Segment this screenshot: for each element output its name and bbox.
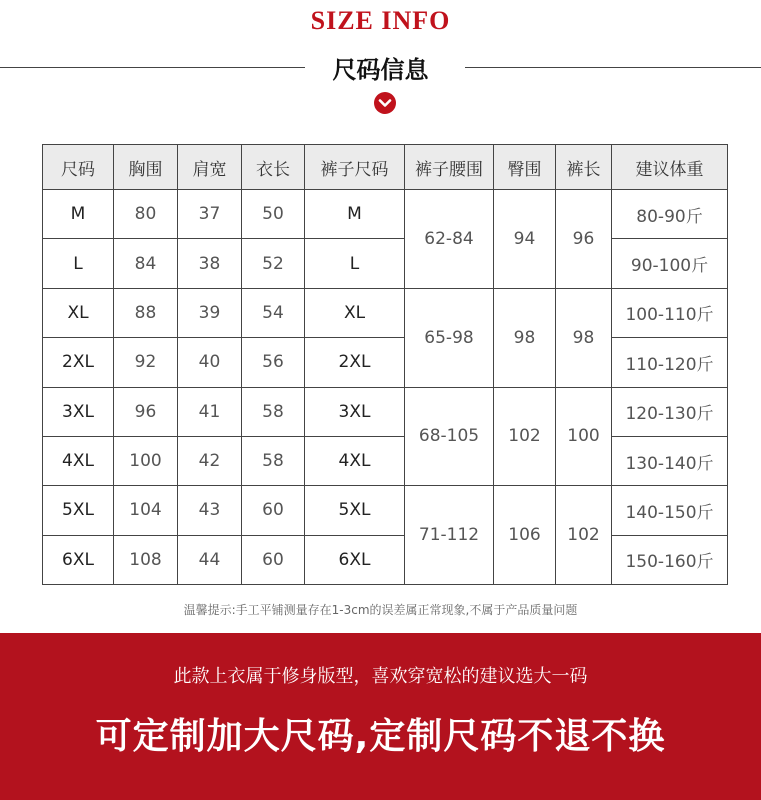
cell-hip: 102	[494, 387, 556, 486]
cell-pants-size: 3XL	[305, 387, 405, 436]
cell-waist: 71-112	[405, 486, 494, 585]
header-size: 尺码	[43, 145, 114, 190]
title-english: SIZE INFO	[310, 6, 451, 35]
cell-shoulder: 44	[178, 535, 242, 584]
measurement-note: 温馨提示:手工平铺测量存在1-3cm的误差属正常现象,不属于产品质量问题	[183, 603, 578, 617]
cell-pants-length: 96	[556, 190, 612, 289]
cell-chest: 96	[114, 387, 178, 436]
header-chest: 胸围	[114, 145, 178, 190]
table-row	[43, 338, 728, 387]
cell-size: 2XL	[43, 338, 114, 387]
cell-weight: 110-120斤	[612, 338, 728, 387]
header-length: 衣长	[242, 145, 305, 190]
cell-chest: 100	[114, 436, 178, 485]
cell-weight: 80-90斤	[612, 190, 728, 239]
cell-length: 58	[242, 436, 305, 485]
cell-size: M	[43, 190, 114, 239]
cell-waist: 68-105	[405, 387, 494, 486]
cell-length: 58	[242, 387, 305, 436]
cell-length: 52	[242, 239, 305, 288]
table-row	[43, 535, 728, 584]
cell-pants-size: XL	[305, 288, 405, 337]
cell-pants-size: 5XL	[305, 486, 405, 535]
cell-shoulder: 43	[178, 486, 242, 535]
table-header-row	[43, 145, 728, 190]
cell-chest: 84	[114, 239, 178, 288]
table-row	[43, 486, 728, 535]
cell-chest: 92	[114, 338, 178, 387]
header-weight: 建议体重	[612, 145, 728, 190]
cell-size: L	[43, 239, 114, 288]
divider-right	[465, 67, 761, 68]
fit-advice-text: 此款上衣属于修身版型，喜欢穿宽松的建议选大一码	[173, 666, 588, 687]
header-shoulder: 肩宽	[178, 145, 242, 190]
cell-pants-length: 98	[556, 288, 612, 387]
cell-size: 6XL	[43, 535, 114, 584]
cell-hip: 106	[494, 486, 556, 585]
table-row	[43, 288, 728, 337]
cell-chest: 108	[114, 535, 178, 584]
cell-size: 4XL	[43, 436, 114, 485]
table-row	[43, 190, 728, 239]
cell-length: 60	[242, 486, 305, 535]
cell-pants-size: 6XL	[305, 535, 405, 584]
cell-chest: 80	[114, 190, 178, 239]
cell-hip: 94	[494, 190, 556, 289]
table-row	[43, 387, 728, 436]
cell-pants-length: 102	[556, 486, 612, 585]
cell-weight: 120-130斤	[612, 387, 728, 436]
cell-weight: 100-110斤	[612, 288, 728, 337]
cell-length: 54	[242, 288, 305, 337]
cell-shoulder: 37	[178, 190, 242, 239]
cell-chest: 104	[114, 486, 178, 535]
cell-pants-size: L	[305, 239, 405, 288]
cell-size: 5XL	[43, 486, 114, 535]
cell-shoulder: 41	[178, 387, 242, 436]
cell-weight: 150-160斤	[612, 535, 728, 584]
cell-pants-size: 4XL	[305, 436, 405, 485]
cell-pants-length: 100	[556, 387, 612, 486]
cell-length: 50	[242, 190, 305, 239]
cell-weight: 140-150斤	[612, 486, 728, 535]
cell-waist: 62-84	[405, 190, 494, 289]
cell-pants-size: M	[305, 190, 405, 239]
table-row	[43, 436, 728, 485]
header-pants-waist: 裤子腰围	[405, 145, 494, 190]
custom-size-notice: 可定制加大尺码,定制尺码不退不换	[95, 716, 666, 757]
cell-shoulder: 38	[178, 239, 242, 288]
cell-shoulder: 42	[178, 436, 242, 485]
cell-weight: 90-100斤	[612, 239, 728, 288]
header-pants-size: 裤子尺码	[305, 145, 405, 190]
header-pants-length: 裤长	[556, 145, 612, 190]
header-hip: 臀围	[494, 145, 556, 190]
cell-chest: 88	[114, 288, 178, 337]
cell-size: XL	[43, 288, 114, 337]
cell-size: 3XL	[43, 387, 114, 436]
cell-shoulder: 40	[178, 338, 242, 387]
chevron-down-icon	[373, 91, 397, 115]
cell-shoulder: 39	[178, 288, 242, 337]
cell-length: 56	[242, 338, 305, 387]
cell-weight: 130-140斤	[612, 436, 728, 485]
cell-pants-size: 2XL	[305, 338, 405, 387]
cell-waist: 65-98	[405, 288, 494, 387]
title-chinese: 尺码信息	[332, 56, 429, 84]
cell-length: 60	[242, 535, 305, 584]
size-table	[42, 144, 728, 585]
table-row	[43, 239, 728, 288]
cell-hip: 98	[494, 288, 556, 387]
